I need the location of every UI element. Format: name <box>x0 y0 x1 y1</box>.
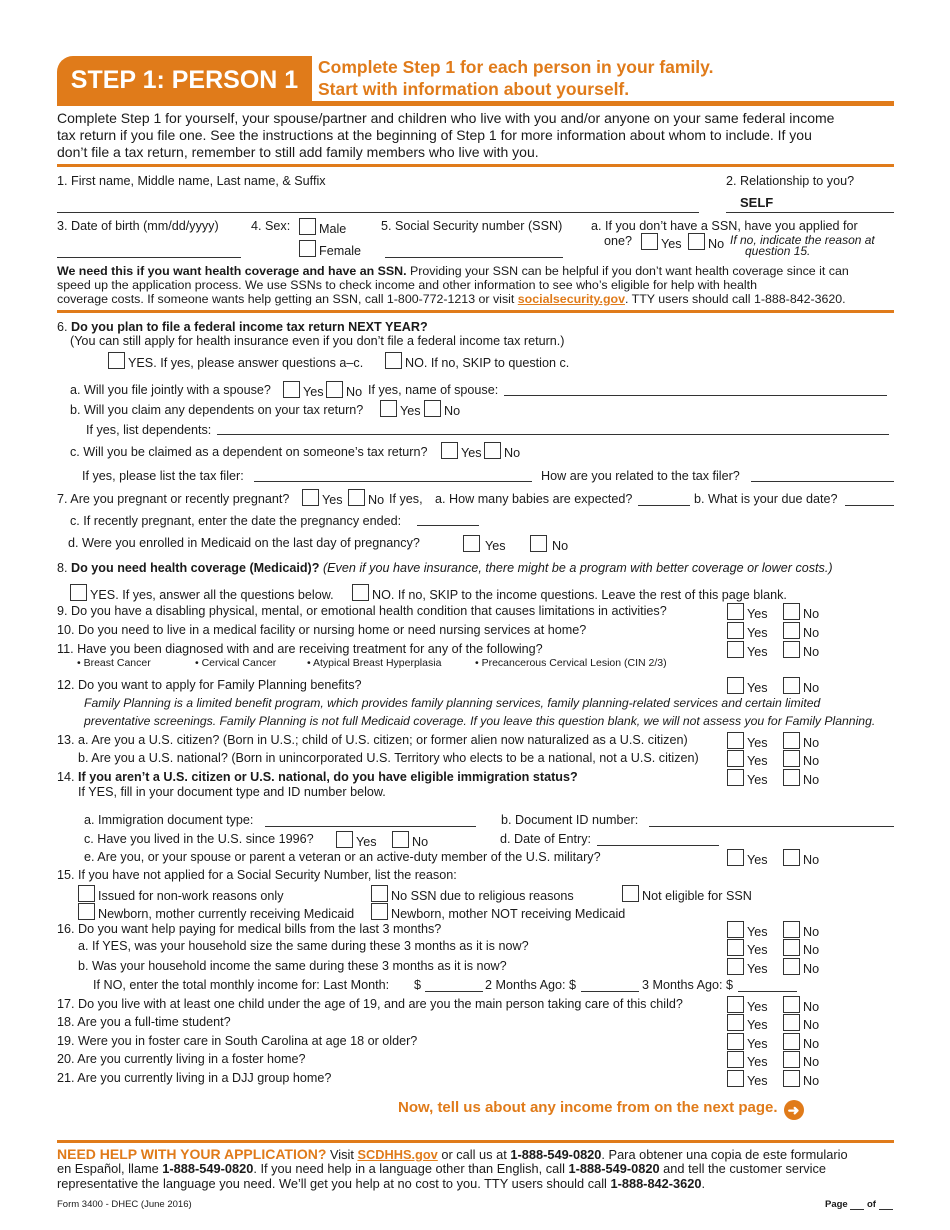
q9-yes-checkbox[interactable] <box>727 603 744 620</box>
spouse-name-field[interactable] <box>504 395 887 396</box>
section-divider <box>57 310 894 313</box>
q12-note-line1: Family Planning is a limited benefit program, which provides family planning services, family planning-related services and certain limited <box>84 696 821 710</box>
intro-line2: tax return if you file one. See the instructions at the beginning of Step 1 for more information about whom to include. If you <box>57 127 812 143</box>
q16a-yes-option[interactable]: Yes <box>727 939 768 957</box>
q14c-no-option[interactable]: No <box>392 831 428 849</box>
q11-item: • Cervical Cancer <box>195 657 277 669</box>
q6-label: 6. Do you plan to file a federal income tax return NEXT YEAR? <box>57 320 428 334</box>
q15-option-newborn-medicaid[interactable]: Newborn, mother currently receiving Medicaid <box>78 903 354 921</box>
q6-yes-option[interactable]: YES. If yes, please answer questions a–c. <box>108 352 363 370</box>
q7d-no-option[interactable]: No <box>530 535 568 553</box>
q7-no-option[interactable]: No <box>348 489 384 507</box>
q19-yes-checkbox[interactable] <box>727 1033 744 1050</box>
q20-label: 20. Are you currently living in a foster home? <box>57 1052 306 1066</box>
q13b-no-checkbox[interactable] <box>783 750 800 767</box>
q5a-yes-option[interactable]: Yes <box>641 233 682 251</box>
due-date-field[interactable] <box>845 505 894 506</box>
q7b-label: b. What is your due date? <box>694 492 838 506</box>
name-field[interactable] <box>57 212 699 213</box>
last-month-income-field[interactable] <box>425 991 483 992</box>
q14e-no-checkbox[interactable] <box>783 849 800 866</box>
babies-expected-field[interactable] <box>638 505 690 506</box>
q16-income-intro: If NO, enter the total monthly income for: Last Month: <box>93 978 390 992</box>
scdhhs-link[interactable]: SCDHHS.gov <box>357 1147 438 1162</box>
q21-label: 21. Are you currently living in a DJJ group home? <box>57 1071 332 1085</box>
q9-no-option[interactable]: No <box>783 603 819 621</box>
q14c-yes-checkbox[interactable] <box>336 831 353 848</box>
q16b-label: b. Was your household income the same during these 3 months as it is now? <box>78 959 507 973</box>
q6-no-option[interactable]: NO. If no, SKIP to question c. <box>385 352 569 370</box>
help-line1: NEED HELP WITH YOUR APPLICATION? Visit SCDHHS.gov or call us at 1-888-549-0820. Para obtener una copia de este formulario <box>57 1146 848 1162</box>
q5-label: 5. Social Security number (SSN) <box>381 219 563 233</box>
q6-yes-checkbox[interactable] <box>108 352 125 369</box>
q6-sub: (You can still apply for health insurance even if you don’t file a federal income tax return.) <box>70 334 565 348</box>
q10-yes-option[interactable]: Yes <box>727 622 768 640</box>
q14e-yes-option[interactable]: Yes <box>727 849 768 867</box>
q7d-no-checkbox[interactable] <box>530 535 547 552</box>
q6c-related-label: How are you related to the tax filer? <box>541 469 740 483</box>
q14e-label: e. Are you, or your spouse or parent a veteran or an active-duty member of the U.S. military? <box>84 850 601 864</box>
document-id-field[interactable] <box>649 826 894 827</box>
q16-no-option[interactable]: No <box>783 921 819 939</box>
sex-male-option[interactable]: Male <box>299 218 346 236</box>
q1-label: 1. First name, Middle name, Last name, & Suffix <box>57 174 326 188</box>
q21-no-option[interactable]: No <box>783 1070 819 1088</box>
q18-yes-checkbox[interactable] <box>727 1014 744 1031</box>
q6c-label: c. Will you be claimed as a dependent on someone’s tax return? <box>70 445 428 459</box>
two-months-label: 2 Months Ago: $ <box>485 978 577 992</box>
q13a-no-option[interactable]: No <box>783 732 819 750</box>
q6b-yes-option[interactable]: Yes <box>380 400 421 418</box>
q17-no-checkbox[interactable] <box>783 996 800 1013</box>
q11-item: • Breast Cancer <box>77 657 151 669</box>
q6a-no-checkbox[interactable] <box>326 381 343 398</box>
q14-no-option[interactable]: No <box>783 769 819 787</box>
q12-no-option[interactable]: No <box>783 677 819 695</box>
q14-yes-checkbox[interactable] <box>727 769 744 786</box>
intro-line3: don’t file a tax return, remember to still add family members who live with you. <box>57 144 539 160</box>
q20-no-checkbox[interactable] <box>783 1051 800 1068</box>
date-of-entry-field[interactable] <box>597 845 719 846</box>
q17-label: 17. Do you live with at least one child under the age of 19, and are you the main person taking care of this child? <box>57 997 683 1011</box>
q11-label: 11. Have you been diagnosed with and are receiving treatment for any of the following? <box>57 642 543 656</box>
q12-label: 12. Do you want to apply for Family Planning benefits? <box>57 678 362 692</box>
header-subtitle-line2: Start with information about yourself. <box>318 79 630 99</box>
header-subtitle-line1: Complete Step 1 for each person in your family. <box>318 57 714 77</box>
q13a-yes-checkbox[interactable] <box>727 732 744 749</box>
ssn-note-line3: coverage costs. If someone wants help getting an SSN, call 1-800-772-1213 or visit socialsecurity.gov. TTY users should call 1-888-842-3620. <box>57 292 846 306</box>
filer-relationship-field[interactable] <box>751 481 894 482</box>
help-line2: en Español, llame 1-888-549-0820. If you need help in a language other than English, call 1-888-549-0820 and tell the customer service <box>57 1161 827 1176</box>
q5a-no-option[interactable]: No <box>688 233 724 251</box>
page-number: Page of <box>825 1200 893 1211</box>
q8-no-option[interactable]: NO. If no, SKIP to the income questions. Leave the rest of this page blank. <box>352 584 787 602</box>
q16a-label: a. If YES, was your household size the same during these 3 months as it is now? <box>78 939 529 953</box>
q6a-yes-checkbox[interactable] <box>283 381 300 398</box>
q21-no-checkbox[interactable] <box>783 1070 800 1087</box>
q10-no-checkbox[interactable] <box>783 622 800 639</box>
q12-yes-option[interactable]: Yes <box>727 677 768 695</box>
q5a-line2: one? <box>604 234 633 248</box>
q6c-no-checkbox[interactable] <box>484 442 501 459</box>
q12-yes-checkbox[interactable] <box>727 677 744 694</box>
q20-yes-option[interactable]: Yes <box>727 1051 768 1069</box>
footer-divider <box>57 1140 894 1143</box>
sex-female-checkbox[interactable] <box>299 240 316 257</box>
q14-yes-option[interactable]: Yes <box>727 769 768 787</box>
q11-no-option[interactable]: No <box>783 641 819 659</box>
q7-yes-option[interactable]: Yes <box>302 489 343 507</box>
q19-yes-option[interactable]: Yes <box>727 1033 768 1051</box>
q7-yes-checkbox[interactable] <box>302 489 319 506</box>
q19-label: 19. Were you in foster care in South Carolina at age 18 or older? <box>57 1034 418 1048</box>
q16-no-checkbox[interactable] <box>783 921 800 938</box>
sex-male-checkbox[interactable] <box>299 218 316 235</box>
q7-no-checkbox[interactable] <box>348 489 365 506</box>
q6b-list-label: If yes, list dependents: <box>86 423 212 437</box>
q18-no-option[interactable]: No <box>783 1014 819 1032</box>
q15-newborn-no-medicaid-checkbox[interactable] <box>371 903 388 920</box>
section-divider <box>57 164 894 167</box>
q13a-no-checkbox[interactable] <box>783 732 800 749</box>
q6c-yes-option[interactable]: Yes <box>441 442 482 460</box>
q15-option-not-eligible[interactable]: Not eligible for SSN <box>622 885 752 903</box>
q6b-no-checkbox[interactable] <box>424 400 441 417</box>
q5a-note-line2: question 15. <box>745 244 811 258</box>
q13a-yes-option[interactable]: Yes <box>727 732 768 750</box>
q9-label: 9. Do you have a disabling physical, mental, or emotional health condition that causes limitations in activities? <box>57 604 667 618</box>
q18-no-checkbox[interactable] <box>783 1014 800 1031</box>
q16b-no-option[interactable]: No <box>783 958 819 976</box>
dependents-field[interactable] <box>217 434 889 435</box>
q16a-no-checkbox[interactable] <box>783 939 800 956</box>
q14c-yes-option[interactable]: Yes <box>336 831 377 849</box>
q15-newborn-medicaid-checkbox[interactable] <box>78 903 95 920</box>
arrow-right-icon: ➜ <box>784 1100 804 1120</box>
q16-yes-option[interactable]: Yes <box>727 921 768 939</box>
relationship-value: SELF <box>740 195 774 210</box>
q21-yes-option[interactable]: Yes <box>727 1070 768 1088</box>
q14e-no-option[interactable]: No <box>783 849 819 867</box>
q7d-label: d. Were you enrolled in Medicaid on the last day of pregnancy? <box>68 536 420 550</box>
q12-note-line2: preventative screenings. Family Planning is not full Medicaid coverage. If you leave this question blank, we will not assess you for Family Planning. <box>84 714 876 728</box>
q5a-yes-checkbox[interactable] <box>641 233 658 250</box>
q14e-yes-checkbox[interactable] <box>727 849 744 866</box>
q15-religious-checkbox[interactable] <box>371 885 388 902</box>
q8-yes-option[interactable]: YES. If yes, answer all the questions below. <box>70 584 334 602</box>
q14c-label: c. Have you lived in the U.S. since 1996? <box>84 832 314 846</box>
q17-yes-checkbox[interactable] <box>727 996 744 1013</box>
help-line3: representative the language you need. We’ll get you help at no cost to you. TTY users should call 1-888-842-3620. <box>57 1176 706 1191</box>
q5a-line1: a. If you don’t have a SSN, have you applied for <box>591 219 858 233</box>
q7d-yes-option[interactable]: Yes <box>463 535 506 553</box>
q13b-yes-checkbox[interactable] <box>727 750 744 767</box>
q6a-spouse-label: If yes, name of spouse: <box>368 383 499 397</box>
two-months-income-field[interactable] <box>581 991 639 992</box>
q21-yes-checkbox[interactable] <box>727 1070 744 1087</box>
q16b-yes-checkbox[interactable] <box>727 958 744 975</box>
q19-no-option[interactable]: No <box>783 1033 819 1051</box>
q2-label: 2. Relationship to you? <box>726 174 855 188</box>
q7c-label: c. If recently pregnant, enter the date the pregnancy ended: <box>70 514 402 528</box>
ssn-note-line1: We need this if you want health coverage and have an SSN. Providing your SSN can be helpful if you don’t want health coverage since it can <box>57 264 849 278</box>
ssn-field[interactable] <box>385 257 563 258</box>
q10-no-option[interactable]: No <box>783 622 819 640</box>
page-number-field[interactable] <box>850 1200 864 1210</box>
q6-no-checkbox[interactable] <box>385 352 402 369</box>
q15-option-newborn-no-medicaid[interactable]: Newborn, mother NOT receiving Medicaid <box>371 903 625 921</box>
q9-yes-option[interactable]: Yes <box>727 603 768 621</box>
tax-filer-field[interactable] <box>254 481 532 482</box>
q18-label: 18. Are you a full-time student? <box>57 1015 231 1029</box>
q16-yes-checkbox[interactable] <box>727 921 744 938</box>
q9-no-checkbox[interactable] <box>783 603 800 620</box>
q6a-no-option[interactable]: No <box>326 381 362 399</box>
three-months-income-field[interactable] <box>738 991 797 992</box>
page-total-field[interactable] <box>879 1200 893 1210</box>
q18-yes-option[interactable]: Yes <box>727 1014 768 1032</box>
q16a-yes-checkbox[interactable] <box>727 939 744 956</box>
q15-nonwork-checkbox[interactable] <box>78 885 95 902</box>
q14b-label: b. Document ID number: <box>501 813 639 827</box>
q11-no-checkbox[interactable] <box>783 641 800 658</box>
q11-item: • Precancerous Cervical Lesion (CIN 2/3) <box>475 657 667 669</box>
immigration-doc-type-field[interactable] <box>265 826 476 827</box>
q7a-label: a. How many babies are expected? <box>435 492 633 506</box>
q11-yes-checkbox[interactable] <box>727 641 744 658</box>
q11-item: • Atypical Breast Hyperplasia <box>307 657 442 669</box>
q13b-yes-option[interactable]: Yes <box>727 750 768 768</box>
q7-ifyes: If yes, <box>389 492 423 506</box>
q13b-no-option[interactable]: No <box>783 750 819 768</box>
q14-no-checkbox[interactable] <box>783 769 800 786</box>
dob-field[interactable] <box>57 257 241 258</box>
intro-line1: Complete Step 1 for yourself, your spouse/partner and children who live with you and/or anyone on your same federal income <box>57 110 835 126</box>
q13a-label: 13. a. Are you a U.S. citizen? (Born in U.S.; child of U.S. citizen; or former alien now naturalized as a U.S. citizen) <box>57 733 688 747</box>
q14d-label: d. Date of Entry: <box>500 832 591 846</box>
q6b-yes-checkbox[interactable] <box>380 400 397 417</box>
header-divider <box>57 101 894 106</box>
q5a-note-line1: If no, indicate the reason at <box>730 233 875 247</box>
q10-yes-checkbox[interactable] <box>727 622 744 639</box>
q14-sub: If YES, fill in your document type and ID number below. <box>78 785 386 799</box>
q4-label: 4. Sex: <box>251 219 291 233</box>
sex-female-option[interactable]: Female <box>299 240 361 258</box>
q3-label: 3. Date of birth (mm/dd/yyyy) <box>57 219 219 233</box>
q6b-no-option[interactable]: No <box>424 400 460 418</box>
q15-option-religious[interactable]: No SSN due to religious reasons <box>371 885 574 903</box>
q16-label: 16. Do you want help paying for medical bills from the last 3 months? <box>57 922 442 936</box>
q10-label: 10. Do you need to live in a medical facility or nursing home or need nursing services at home? <box>57 623 587 637</box>
q6c-filer-label: If yes, please list the tax filer: <box>82 469 244 483</box>
dollar-sign: $ <box>414 978 422 992</box>
q7-label: 7. Are you pregnant or recently pregnant? <box>57 492 290 506</box>
q6a-yes-option[interactable]: Yes <box>283 381 324 399</box>
q16b-no-checkbox[interactable] <box>783 958 800 975</box>
q14a-label: a. Immigration document type: <box>84 813 254 827</box>
q16a-no-option[interactable]: No <box>783 939 819 957</box>
socialsecurity-link[interactable]: socialsecurity.gov <box>517 292 625 306</box>
q6a-label: a. Will you file jointly with a spouse? <box>70 383 271 397</box>
q6b-label: b. Will you claim any dependents on your tax return? <box>70 403 364 417</box>
next-page-prompt: Now, tell us about any income from on the next page. ➜ <box>398 1099 804 1120</box>
q17-yes-option[interactable]: Yes <box>727 996 768 1014</box>
q15-label: 15. If you have not applied for a Social Security Number, list the reason: <box>57 868 457 882</box>
q5a-no-checkbox[interactable] <box>688 233 705 250</box>
q20-yes-checkbox[interactable] <box>727 1051 744 1068</box>
pregnancy-ended-field[interactable] <box>417 525 479 526</box>
q12-no-checkbox[interactable] <box>783 677 800 694</box>
q17-no-option[interactable]: No <box>783 996 819 1014</box>
form-id: Form 3400 - DHEC (June 2016) <box>57 1199 192 1210</box>
step-title: STEP 1: PERSON 1 <box>57 56 312 102</box>
q8-label: 8. Do you need health coverage (Medicaid)? (Even if you have insurance, there might be a program with better coverage or lower costs.) <box>57 561 833 575</box>
q15-not-eligible-checkbox[interactable] <box>622 885 639 902</box>
q8-no-checkbox[interactable] <box>352 584 369 601</box>
q16b-yes-option[interactable]: Yes <box>727 958 768 976</box>
ssn-note-line2: speed up the application process. We use SSNs to check income and other information to see who’s eligible for help with health <box>57 278 758 292</box>
q13b-label: b. Are you a U.S. national? (Born in unincorporated U.S. Territory who elects to be a national, not a U.S. citizen) <box>78 751 699 765</box>
q6c-no-option[interactable]: No <box>484 442 520 460</box>
q15-option-nonwork[interactable]: Issued for non-work reasons only <box>78 885 284 903</box>
q20-no-option[interactable]: No <box>783 1051 819 1069</box>
q8-yes-checkbox[interactable] <box>70 584 87 601</box>
q11-yes-option[interactable]: Yes <box>727 641 768 659</box>
three-months-label: 3 Months Ago: $ <box>642 978 734 992</box>
q14-label: 14. If you aren’t a U.S. citizen or U.S. national, do you have eligible immigration status? <box>57 770 578 784</box>
q19-no-checkbox[interactable] <box>783 1033 800 1050</box>
q7d-yes-checkbox[interactable] <box>463 535 480 552</box>
q14c-no-checkbox[interactable] <box>392 831 409 848</box>
q6c-yes-checkbox[interactable] <box>441 442 458 459</box>
relationship-field[interactable] <box>726 212 894 213</box>
